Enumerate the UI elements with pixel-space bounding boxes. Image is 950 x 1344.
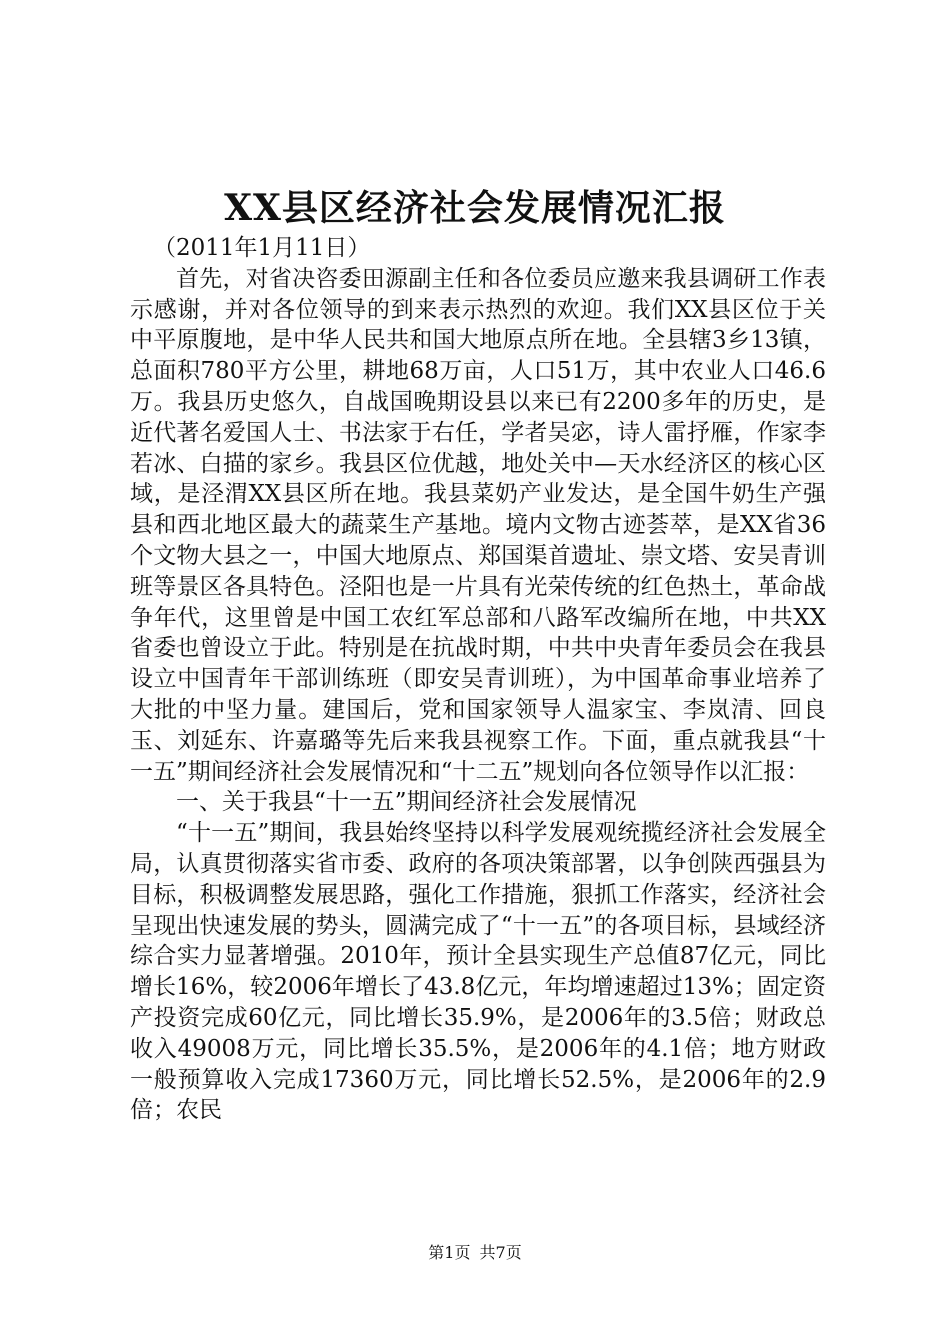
- document-body: [130, 233, 826, 1126]
- section-heading-1: 一、关于我县“十一五”期间经济社会发展情况: [176, 789, 637, 816]
- page-footer: [0, 1242, 950, 1264]
- page-number: 第1页: [428, 1243, 471, 1262]
- document-title: XX县区经济社会发展情况汇报: [224, 187, 726, 229]
- page-total: 共7页: [479, 1243, 522, 1262]
- document-date: （2011年1月11日）: [153, 235, 371, 261]
- paragraph-intro: 首先，对省决咨委田源副主任和各位委员应邀来我县调研工作表示感谢，并对各位领导的到来表示热烈的欢迎。我们XX县区位于关中平原腹地，是中华人民共和国大地原点所在地。全县辖3乡13镇，总面积780平方公里，耕地68万亩，人口51万，其中农业人口46.6万。我县历史悠久，自战国晚期设县以来已有2200多年的历史，是近代著名爱国人士、书法家于右任，学者吴宓，诗人雷抒雁，作家李若冰、白描的家乡。我县区位优越，地处关中—天水经济区的核心区域，是泾渭XX县区所在地。我县菜奶产业发达，是全国牛奶生产强县和西北地区最大的蔬菜生产基地。境内文物古迹荟萃，是XX省36个文物大县之一，中国大地原点、郑国渠首遗址、崇文塔、安吴青训班等景区各具特色。泾阳也是一片具有光荣传统的红色热土，革命战争年代，这里曾是中国工农红军总部和八路军改编所在地，中共XX省委也曾设立于此。特别是在抗战时期，中共中央青年委员会在我县设立中国青年干部训练班（即安吴青训班），为中国革命事业培养了大批的中坚力量。建国后，党和国家领导人温家宝、李岚清、回良玉、刘延东、许嘉璐等先后来我县视察工作。下面，重点就我县“十一五”期间经济社会发展情况和“十二五”规划向各位领导作以汇报：: [130, 265, 826, 785]
- paragraph-eleventh-five-year: “十一五”期间，我县始终坚持以科学发展观统揽经济社会发展全局，认真贯彻落实省市委、政府的各项决策部署，以争创陕西强县为目标，积极调整发展思路，强化工作措施，狠抓工作落实，经济社会呈现出快速发展的势头，圆满完成了“十一五”的各项目标，县域经济综合实力显著增强。2010年，预计全县实现生产总值87亿元，同比增长16%，较2006年增长了43.8亿元，年均增速超过13%；固定资产投资完成60亿元，同比增长35.9%，是2006年的3.5倍；财政总收入49008万元，同比增长35.5%，是2006年的4.1倍；地方财政一般预算收入完成17360万元，同比增长52.5%，是2006年的2.9倍；农民: [130, 820, 826, 1124]
